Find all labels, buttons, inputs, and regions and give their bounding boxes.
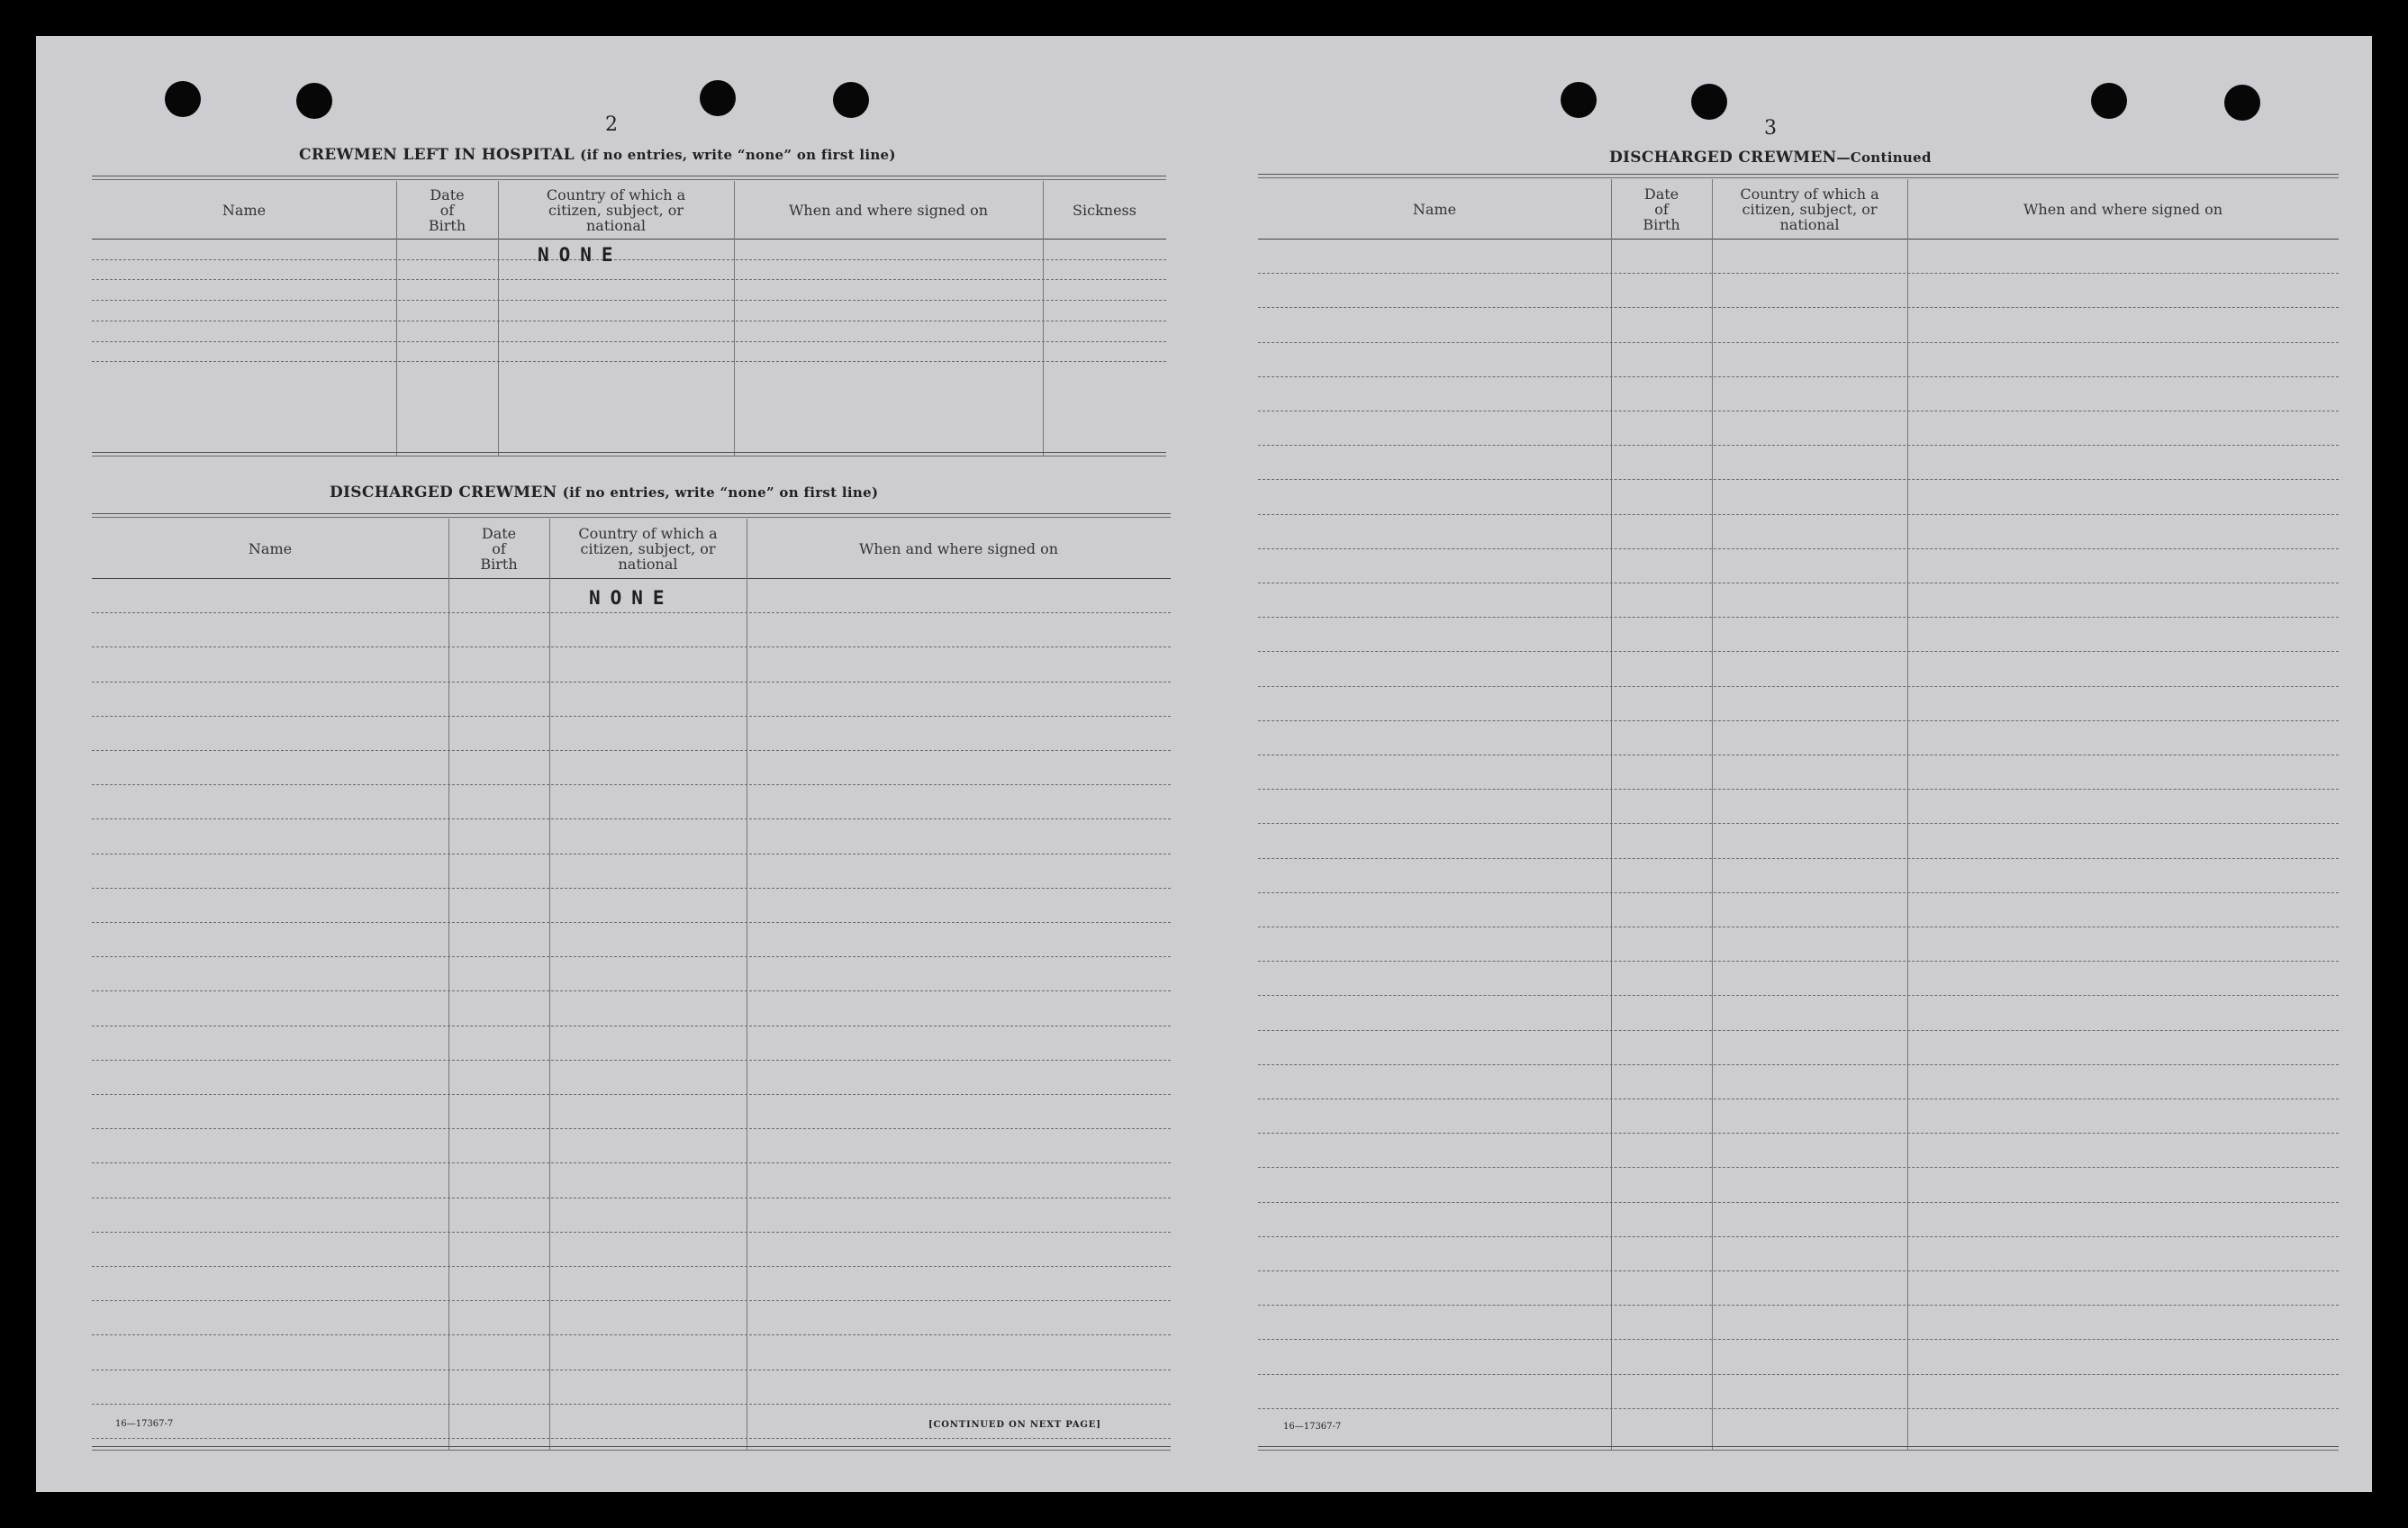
header-rule [92,239,1166,240]
row-rule [1258,1133,2339,1134]
row-rule [92,300,1166,301]
bottom-rule [92,452,1166,453]
bottom-rule [92,456,1166,457]
column-header [92,519,448,578]
row-rule [92,922,1171,923]
row-rule [1258,376,2339,377]
row-rule [1258,995,2339,996]
row-rule [1258,858,2339,859]
column-header [747,519,1171,578]
discharged-section-title [330,484,878,502]
discharged-title-note: (if no entries, write “none” on first line) [562,484,879,501]
column-header [1043,181,1166,239]
column-header-label: Country of which a citizen, subject, or national [1740,185,1879,233]
column-divider [1712,179,1713,1450]
discharged-table [92,513,1171,1450]
column-header [498,181,734,239]
column-header [1258,179,1611,239]
punch-hole [1691,84,1727,120]
column-header [734,181,1043,239]
hospital-table [92,176,1166,456]
row-rule [1258,514,2339,515]
punch-hole [296,83,332,119]
column-header-label: When and where signed on [858,539,1059,557]
row-rule [92,784,1171,785]
continued-label: —Continued [1836,149,1932,166]
row-rule [1258,1305,2339,1306]
page-number-right: 3 [1764,117,1777,140]
column-header-label: Name [248,539,293,557]
column-header-label: Country of which a citizen, subject, or national [578,524,718,573]
top-rule [1258,174,2339,175]
row-rule [1258,1064,2339,1065]
discharged-continued-table [1258,174,2339,1450]
row-rule [1258,1236,2339,1237]
row-rule [92,341,1166,342]
row-rule [92,888,1171,889]
row-rule [1258,686,2339,687]
column-divider [448,519,449,1450]
row-rule [92,956,1171,957]
discharged-continued-title [1609,149,1932,167]
bottom-rule [92,1446,1171,1447]
header-rule [1258,239,2339,240]
row-rule [92,1300,1171,1301]
row-rule [92,1266,1171,1267]
row-rule [1258,1339,2339,1340]
top-rule [92,513,1171,514]
row-rule [1258,1202,2339,1203]
row-rule [1258,1408,2339,1409]
row-rule [92,682,1171,683]
row-rule [92,1334,1171,1335]
row-rule [92,1094,1171,1095]
row-rule [1258,961,2339,962]
column-header [1712,179,1907,239]
row-rule [1258,1167,2339,1168]
row-rule [1258,342,2339,343]
column-header [448,519,549,578]
column-header-label: Name [222,201,267,219]
row-rule [92,716,1171,717]
punch-hole [700,80,736,116]
column-header-label: Country of which a citizen, subject, or national [546,185,686,234]
column-divider [1907,179,1908,1450]
column-header [92,181,396,239]
row-rule [1258,720,2339,721]
row-rule [1258,617,2339,618]
continued-footnote: [CONTINUED ON NEXT PAGE] [928,1420,1101,1430]
hospital-title-note: (if no entries, write “none” on first line) [580,147,896,163]
row-rule [92,612,1171,613]
punch-hole [833,82,869,118]
form-id-right: 16—17367-7 [1283,1422,1342,1432]
column-header-label: Name [1412,200,1457,218]
column-header [549,519,747,578]
column-header-label: When and where signed on [788,201,989,219]
column-header [1611,179,1712,239]
row-rule [92,818,1171,819]
row-rule [92,990,1171,991]
typed-entry-none: NONE [589,586,674,609]
row-rule [92,750,1171,751]
bottom-rule [1258,1446,2339,1447]
top-rule [92,517,1171,518]
form-sheet [36,36,2372,1492]
bottom-rule [92,1450,1171,1451]
page-number-left: 2 [605,113,618,136]
row-rule [1258,1374,2339,1375]
row-rule [1258,789,2339,790]
row-rule [1258,548,2339,549]
row-rule [92,646,1171,647]
column-header-label: Sickness [1073,201,1136,219]
column-header-label: When and where signed on [2023,200,2223,218]
row-rule [92,1162,1171,1163]
discharged-title-text: DISCHARGED CREWMEN [330,484,557,502]
row-rule [1258,307,2339,308]
row-rule [92,1128,1171,1129]
row-rule [1258,445,2339,446]
bottom-rule [1258,1450,2339,1451]
punch-hole [1561,82,1597,118]
hospital-section-title [299,146,896,164]
column-divider [1611,179,1612,1450]
typed-entry-none: NONE [538,243,623,266]
punch-hole [2224,85,2260,121]
top-rule [92,179,1166,180]
column-header [1907,179,2339,239]
column-header-label: Date of Birth [1643,185,1680,233]
column-header-label: Date of Birth [480,524,518,573]
hospital-title-text: CREWMEN LEFT IN HOSPITAL [299,146,575,164]
row-rule [92,361,1166,362]
row-rule [1258,479,2339,480]
discharged-continued-text: DISCHARGED CREWMEN [1609,149,1837,167]
row-rule [92,1232,1171,1233]
row-rule [92,1438,1171,1439]
row-rule [92,1404,1171,1405]
column-header-label: Date of Birth [428,185,466,234]
row-rule [1258,651,2339,652]
row-rule [1258,892,2339,893]
row-rule [1258,273,2339,274]
punch-hole [2091,83,2127,119]
header-rule [92,578,1171,579]
row-rule [92,259,1166,260]
row-rule [92,1060,1171,1061]
row-rule [1258,1030,2339,1031]
row-rule [1258,823,2339,824]
column-divider [549,519,550,1450]
top-rule [1258,177,2339,178]
punch-hole [165,81,201,117]
row-rule [92,279,1166,280]
row-rule [1258,1270,2339,1271]
column-header [396,181,498,239]
form-id-left: 16—17367-7 [115,1419,174,1429]
